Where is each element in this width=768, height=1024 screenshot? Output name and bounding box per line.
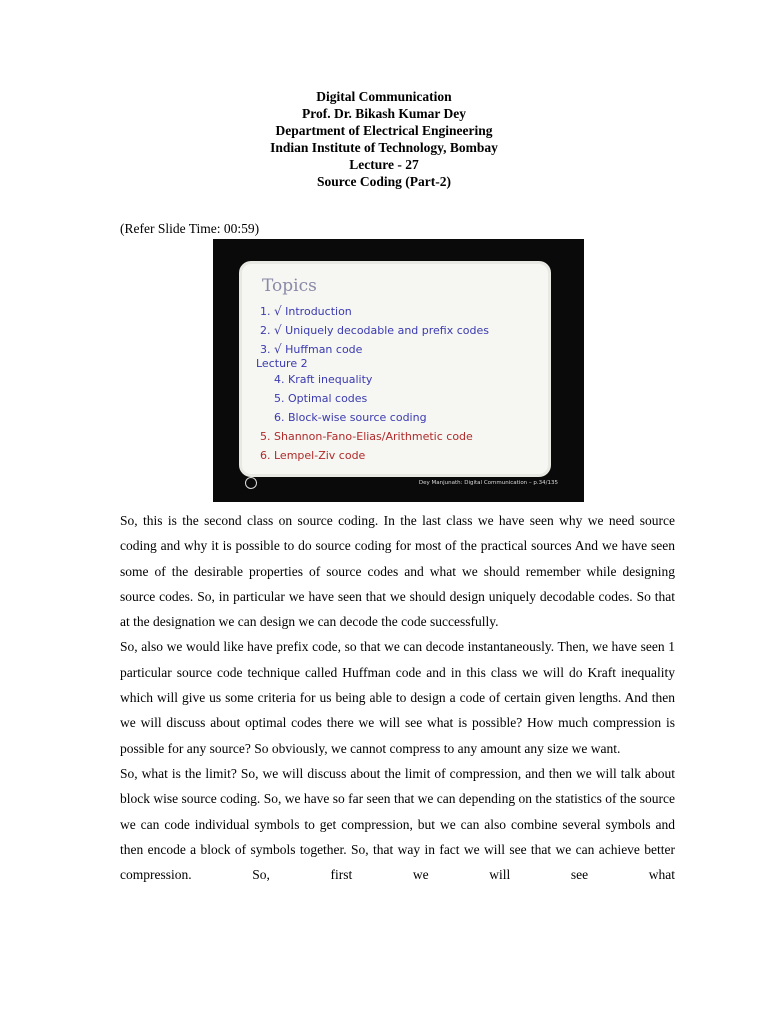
text-line: will talk about block wise source coding. So, we have so far seen that we can depending: [120, 765, 675, 807]
check-icon: √: [274, 323, 282, 337]
document-header: [0, 88, 768, 190]
paragraph: [120, 761, 675, 887]
lecture-topic: Source Coding (Part-2): [317, 174, 451, 189]
text-line: And we have seen some of the desirable properties of source codes and what we should: [120, 538, 675, 579]
check-icon: √: [274, 304, 282, 318]
slide-item-block-wise: [274, 411, 427, 424]
slide-card: [239, 261, 551, 477]
course-title: Digital Communication: [316, 89, 452, 104]
slide-footer: [213, 477, 584, 497]
slide-lecture-2-heading: [256, 357, 308, 370]
text-line: we have seen 1 particular source code technique called Huffman code and in this class: [120, 639, 676, 680]
slide-item-lempel-ziv: [260, 449, 365, 462]
item-number: 1.: [260, 305, 271, 318]
item-text: Huffman code: [285, 343, 363, 356]
text-line: So, what is the limit? So, we will discuss about the limit of compression, and then we: [120, 765, 592, 781]
item-text: Uniquely decodable and prefix codes: [285, 324, 489, 337]
text-line: decode the code successfully.: [339, 614, 499, 630]
item-text: Introduction: [285, 305, 352, 318]
text-line: can also combine several symbols and then encode a block of symbols together. So, that: [120, 816, 675, 857]
item-number: 5.: [274, 392, 285, 405]
slide-item-optimal: [274, 392, 367, 405]
item-text: Shannon-Fano-Elias/Arithmetic code: [274, 430, 473, 443]
item-number: 2.: [260, 324, 271, 337]
slide-item-kraft: [274, 373, 372, 386]
text-line: So, also we would like have prefix code, so that we can decode instantaneously. Then,: [120, 639, 589, 655]
lecture-number: Lecture - 27: [349, 157, 419, 172]
slide-item-shannon-fano-elias: [260, 430, 473, 443]
text-line: So, this is the second class on source coding. In the last class we have seen why we need: [120, 513, 635, 528]
text-line: we will do Kraft inequality which will give us some criteria for us being able to design a: [120, 664, 675, 706]
item-text: Optimal codes: [288, 392, 368, 405]
item-number: 3.: [260, 343, 271, 356]
item-number: 4.: [274, 373, 285, 386]
text-line: way in fact we will see that we can achieve better compression. So, first we will see what: [120, 841, 676, 883]
transcript-body: [120, 508, 675, 887]
check-icon: √: [274, 342, 282, 356]
text-line: on the statistics of the source we can code individual symbols to get compression, but we: [120, 791, 676, 832]
paragraph: [120, 634, 675, 760]
professor-name: Prof. Dr. Bikash Kumar Dey: [301, 106, 466, 121]
logo-icon: [245, 477, 257, 489]
paragraph: [120, 508, 675, 634]
item-number: 5.: [260, 430, 271, 443]
text-line: design uniquely decodable codes. So that at the designation we can design we can: [120, 588, 676, 630]
refer-slide-time: (Refer Slide Time: 00:59): [120, 221, 260, 236]
text-line: obviously, we cannot compress to any amount any size we want.: [271, 740, 621, 756]
slide-item-huffman: [260, 342, 362, 356]
slide-image: [213, 239, 584, 502]
text-line: source coding and why it is possible to do source coding for most of the practical sources: [120, 513, 675, 554]
institute-name: Indian Institute of Technology, Bombay: [270, 140, 498, 155]
department-name: Department of Electrical Engineering: [275, 123, 493, 138]
text-line: will see what is possible? How much compression is possible for any source? So: [120, 715, 676, 756]
item-text: Lempel-Ziv code: [274, 449, 366, 462]
item-text: Block-wise source coding: [288, 411, 427, 424]
item-text: Lecture 2: [256, 357, 308, 370]
text-line: code of certain given lengths. And then we will discuss about optimal codes there we: [120, 690, 676, 731]
item-number: 6.: [260, 449, 271, 462]
slide-title: Topics: [262, 276, 317, 296]
slide-item-uniquely-decodable: [260, 323, 489, 337]
item-number: 6.: [274, 411, 285, 424]
item-text: Kraft inequality: [288, 373, 373, 386]
slide-item-introduction: [260, 304, 352, 318]
text-line: remember while designing source codes. So, in particular we have seen that we should: [120, 563, 675, 604]
slide-footer-text: Dey Manjunath: Digital Communication – p.34/135: [418, 480, 558, 486]
